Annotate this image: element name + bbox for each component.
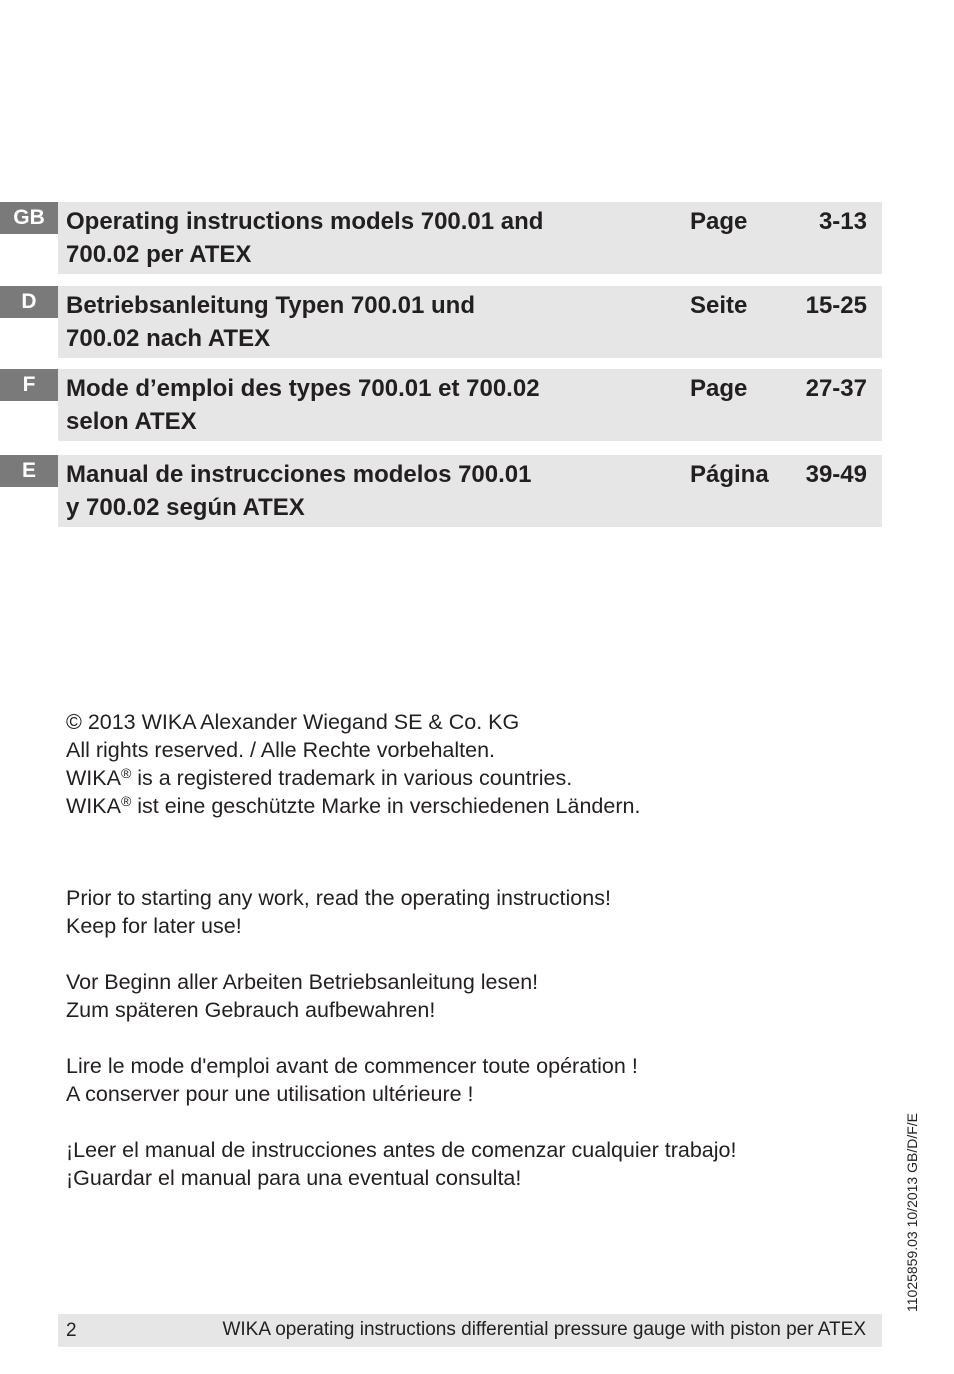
- toc-title-line1: Manual de instrucciones modelos 700.01: [66, 461, 532, 488]
- notice-en: [66, 884, 611, 940]
- trademark-text: ist eine geschützte Marke in verschiedenen Ländern.: [131, 794, 641, 818]
- language-tab-e: E: [0, 455, 58, 487]
- trademark-line-en: [66, 764, 640, 792]
- toc-page-label-e: Página: [690, 461, 769, 488]
- notice-de: [66, 968, 538, 1024]
- footer-title: WIKA operating instructions differential pressure gauge with piston per ATEX: [222, 1319, 866, 1340]
- toc-title-d: [66, 289, 676, 355]
- footer-page-number: 2: [66, 1320, 77, 1341]
- toc-page-range-e: 39-49: [805, 461, 867, 488]
- toc-title-gb: [66, 205, 676, 271]
- brand-name: WIKA: [66, 766, 121, 790]
- toc-page-range-f: 27-37: [805, 375, 867, 402]
- toc-row-d[interactable]: [0, 286, 882, 358]
- notice-line: ¡Guardar el manual para una eventual consulta!: [66, 1166, 522, 1190]
- trademark-line-de: [66, 792, 640, 820]
- trademark-text: is a registered trademark in various countries.: [131, 766, 573, 790]
- toc-page-range-gb: 3-13: [818, 208, 867, 235]
- language-tab-gb: GB: [0, 202, 58, 234]
- page-footer: [58, 1314, 882, 1347]
- language-tab-d: D: [0, 286, 58, 318]
- notice-line: Keep for later use!: [66, 914, 242, 938]
- document-number: 11025859.03 10/2013 GB/D/F/E: [904, 1113, 920, 1312]
- notice-es: [66, 1136, 736, 1192]
- notice-fr: [66, 1052, 638, 1108]
- toc-title-e: [66, 458, 676, 524]
- toc-title-f: [66, 372, 676, 438]
- toc-title-line2: y 700.02 según ATEX: [66, 494, 305, 521]
- brand-name: WIKA: [66, 794, 121, 818]
- notice-line: A conserver pour une utilisation ultérieure !: [66, 1082, 474, 1106]
- toc-title-line1: Operating instructions models 700.01 and: [66, 208, 544, 235]
- toc-page-label-d: Seite: [690, 292, 748, 319]
- notice-line: Vor Beginn aller Arbeiten Betriebsanleitung lesen!: [66, 970, 539, 994]
- notice-line: Prior to starting any work, read the operating instructions!: [66, 886, 611, 910]
- toc-row-e[interactable]: [0, 455, 882, 527]
- copyright-line: © 2013 WIKA Alexander Wiegand SE & Co. KG: [66, 710, 520, 734]
- toc-row-gb[interactable]: [0, 202, 882, 274]
- toc-row-f[interactable]: [0, 369, 882, 441]
- toc-page-range-d: 15-25: [805, 292, 867, 319]
- toc-title-line2: 700.02 per ATEX: [66, 241, 252, 268]
- toc-page-label-f: Page: [690, 375, 748, 402]
- toc-page-label-gb: Page: [690, 208, 748, 235]
- notice-line: Zum späteren Gebrauch aufbewahren!: [66, 998, 436, 1022]
- notice-line: Lire le mode d'emploi avant de commencer toute opération !: [66, 1054, 638, 1078]
- registered-mark: ®: [120, 793, 132, 809]
- language-tab-f: F: [0, 369, 58, 401]
- rights-line: All rights reserved. / Alle Rechte vorbehalten.: [66, 738, 496, 762]
- toc-title-line2: selon ATEX: [66, 408, 197, 435]
- toc-title-line1: Betriebsanleitung Typen 700.01 und: [66, 292, 475, 319]
- toc-title-line2: 700.02 nach ATEX: [66, 325, 271, 352]
- registered-mark: ®: [120, 765, 132, 781]
- copyright-block: [66, 708, 640, 820]
- toc-title-line1: Mode d’emploi des types 700.01 et 700.02: [66, 375, 540, 402]
- notice-line: ¡Leer el manual de instrucciones antes de comenzar cualquier trabajo!: [66, 1138, 737, 1162]
